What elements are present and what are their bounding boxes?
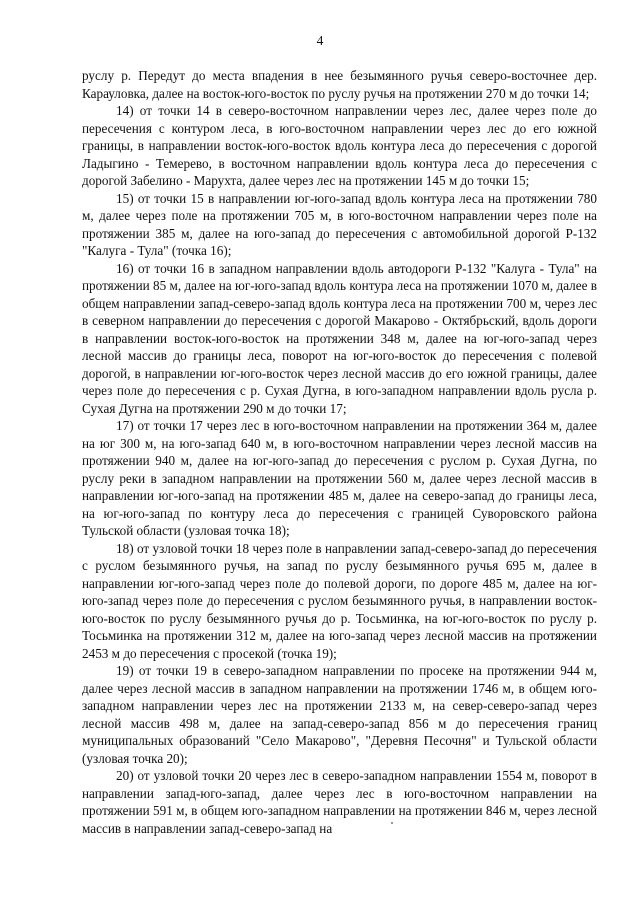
paragraph-item-19: 19) от точки 19 в северо-западном направлении по просеке на протяжении 944 м, далее через лесной массив в западном направлении на протяжении 1746 м, в общем юго-западном направлении через лес на протяжении 2133 м, на север-северо-запад через лесной массив 498 м, далее на запад-северо-запад 856 м до пересечения границ муниципальных образований "Село Макарово", "Деревня Песочня" и Тульской области (узловая точка 20); <box>82 663 597 766</box>
document-body <box>82 67 597 837</box>
paragraph-continuation: руслу р. Передут до места впадения в нее безымянного ручья северо-восточнее дер. Карауловка, далее на восток-юго-восток по руслу ручья на протяжении 270 м до точки 14; <box>82 68 597 101</box>
page-number: 4 <box>316 33 324 48</box>
paragraph-item-14: 14) от точки 14 в северо-восточном направлении через лес, далее через поле до пересечения с контуром леса, в юго-восточном направлении через лес до его южной границы, в направлении восток-юго-восток вдоль контура леса до пересечения с дорогой Ладыгино - Темерево, в восточном направлении вдоль контура леса до пересечения с дорогой Забелино - Марухта, далее через лес на протяжении 145 м до точки 15; <box>82 103 597 188</box>
paragraph-item-18: 18) от узловой точки 18 через поле в направлении запад-северо-запад до пересечения с руслом безымянного ручья, на запад по руслу безымянного ручья 695 м, далее в направлении юг-юго-запад через поле до полевой дороги, по дороге 485 м, далее на юг-юго-запад через поле до пересечения с руслом безымянного ручья, в направлении восток-юго-восток по руслу безымянного ручья до р. Тосьминка, на юг-юго-восток по руслу р. Тосьминка на протяжении 312 м, далее на юго-запад через лесной массив на протяжении 2453 м до пересечения с просекой (точка 19); <box>82 540 597 661</box>
paragraph-item-20: 20) от узловой точки 20 через лес в северо-западном направлении 1554 м, поворот в направлении запад-юго-запад, далее через лес в юго-восточном направлении на протяжении 591 м, в общем юго-западном направлении на протяжении 846 м, через лесной массив в направлении запад-северо-запад на <box>82 768 597 836</box>
paragraph-item-16: 16) от точки 16 в западном направлении вдоль автодороги Р-132 "Калуга - Тула" на протяжении 85 м, далее на юг-юго-запад вдоль контура леса на протяжении 1070 м, далее в общем направлении запад-северо-запад вдоль контура леса на протяжении 700 м, через лес в северном направлении до пересечения с дорогой Макарово - Октябрьский, вдоль дороги в направлении восток-юго-восток на протяжении 348 м, далее на юг-юго-запад через лесной массив до границы леса, поворот на юг-юго-восток до пересечения с полевой дорогой, в направлении юг-юго-восток через лесной массив до его южной границы, далее через поле до пересечения с р. Сухая Дугна, в юго-западном направлении вдоль русла р. Сухая Дугна на протяжении 290 м до точки 17; <box>82 260 597 416</box>
paragraph-item-15: 15) от точки 15 в направлении юг-юго-запад вдоль контура леса на протяжении 780 м, далее через поле на протяжении 705 м, в юго-восточном направлении через поле на протяжении 385 м, далее на юго-запад до пересечения с автомобильной дорогой Р-132 "Калуга - Тула" (точка 16); <box>82 190 597 258</box>
paragraph-item-17: 17) от точки 17 через лес в юго-восточном направлении на протяжении 364 м, далее на юг 300 м, на юго-запад 640 м, в юго-восточном направлении через лесной массив на протяжении 940 м, далее на юг-юго-запад до пересечения с руслом р. Сухая Дугна, по руслу реки в западном направлении на протяжении 560 м, далее через лесной массив в направлении юг-юго-запад на протяжении 485 м, далее на северо-запад до границы леса, на юг-юго-запад по контуру леса до пересечения с границей Суворовского района Тульской области (узловая точка 18); <box>82 418 597 538</box>
scan-speck <box>391 822 393 824</box>
